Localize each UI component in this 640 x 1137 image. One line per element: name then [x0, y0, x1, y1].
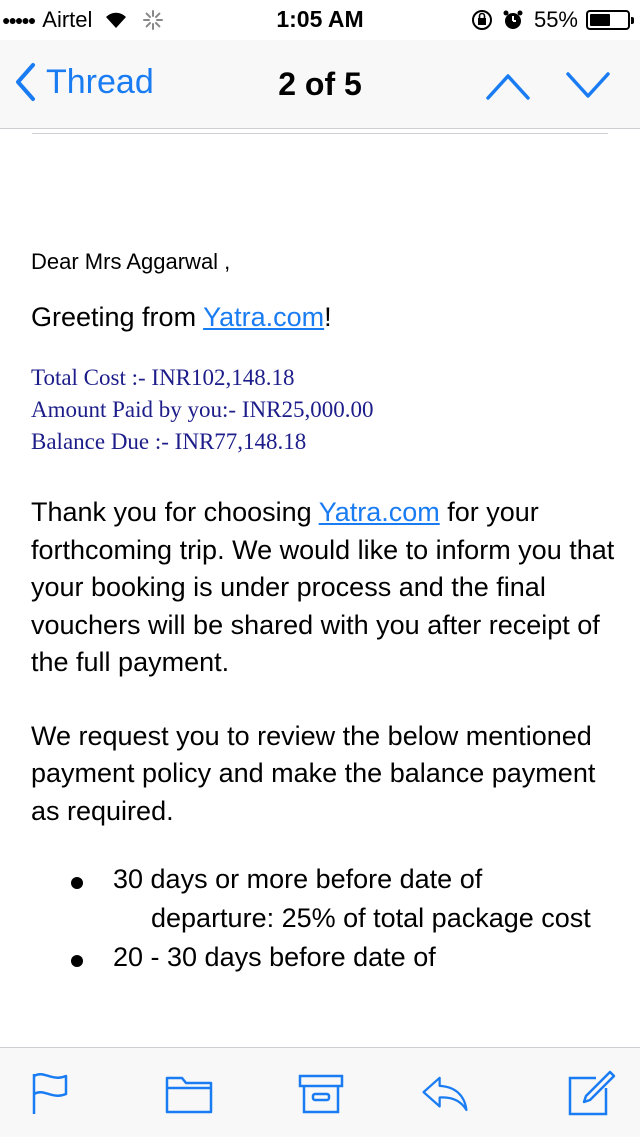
status-time: 1:05 AM [276, 6, 364, 32]
header-divider [32, 133, 608, 134]
next-message-button[interactable] [564, 66, 612, 106]
para1-prefix: Thank you for choosing [31, 497, 319, 527]
policy-line-1: 20 - 30 days before date of [113, 942, 436, 972]
greeting-line [31, 298, 616, 336]
compose-icon[interactable] [566, 1070, 616, 1116]
battery-icon [586, 10, 630, 30]
navigation-bar [0, 40, 640, 129]
intro-paragraph [31, 494, 616, 682]
carrier-name: Airtel [42, 7, 93, 32]
previous-message-button[interactable] [484, 66, 532, 106]
status-right [470, 6, 630, 34]
bullet-icon [71, 955, 83, 967]
status-bar [0, 0, 640, 40]
policy-line-1: 30 days or more before date of [113, 864, 483, 894]
balance-due: Balance Due :- INR77,148.18 [31, 429, 307, 454]
list-item [31, 860, 616, 938]
flag-icon[interactable] [26, 1070, 76, 1116]
payment-policy-list [31, 860, 616, 977]
reply-icon[interactable] [420, 1070, 470, 1116]
policy-line-2: departure: 25% of total package cost [151, 903, 591, 933]
greeting-prefix: Greeting from [31, 302, 204, 332]
battery-percent: 55% [533, 7, 578, 32]
bullet-icon [71, 877, 83, 889]
rotation-lock-icon [470, 8, 494, 32]
bottom-toolbar [0, 1047, 640, 1137]
archive-icon[interactable] [296, 1070, 346, 1116]
request-paragraph: We request you to review the below mentioned payment policy and make the balance payment as required. [31, 720, 596, 826]
amount-paid: Amount Paid by you:- INR25,000.00 [31, 397, 374, 422]
greeting-suffix: ! [324, 302, 332, 332]
salutation: Dear Mrs Aggarwal , [31, 249, 231, 274]
list-item [31, 938, 616, 977]
back-label: Thread [46, 62, 154, 101]
alarm-icon [502, 9, 524, 31]
signal-strength-icon: ●●●●● [2, 12, 35, 28]
folder-icon[interactable] [164, 1070, 214, 1116]
payment-summary [31, 362, 616, 458]
battery-level [590, 14, 610, 26]
yatra-link[interactable]: Yatra.com [203, 302, 325, 332]
message-position: 2 of 5 [278, 66, 362, 102]
total-cost: Total Cost :- INR102,148.18 [31, 365, 295, 390]
para1-suffix: for your forthcoming trip. We would like to inform you that your booking is under process and the final vouchers will be shared with you after receipt of the full payment. [31, 497, 615, 677]
yatra-link-2[interactable]: Yatra.com [318, 497, 440, 527]
email-body [31, 240, 616, 977]
